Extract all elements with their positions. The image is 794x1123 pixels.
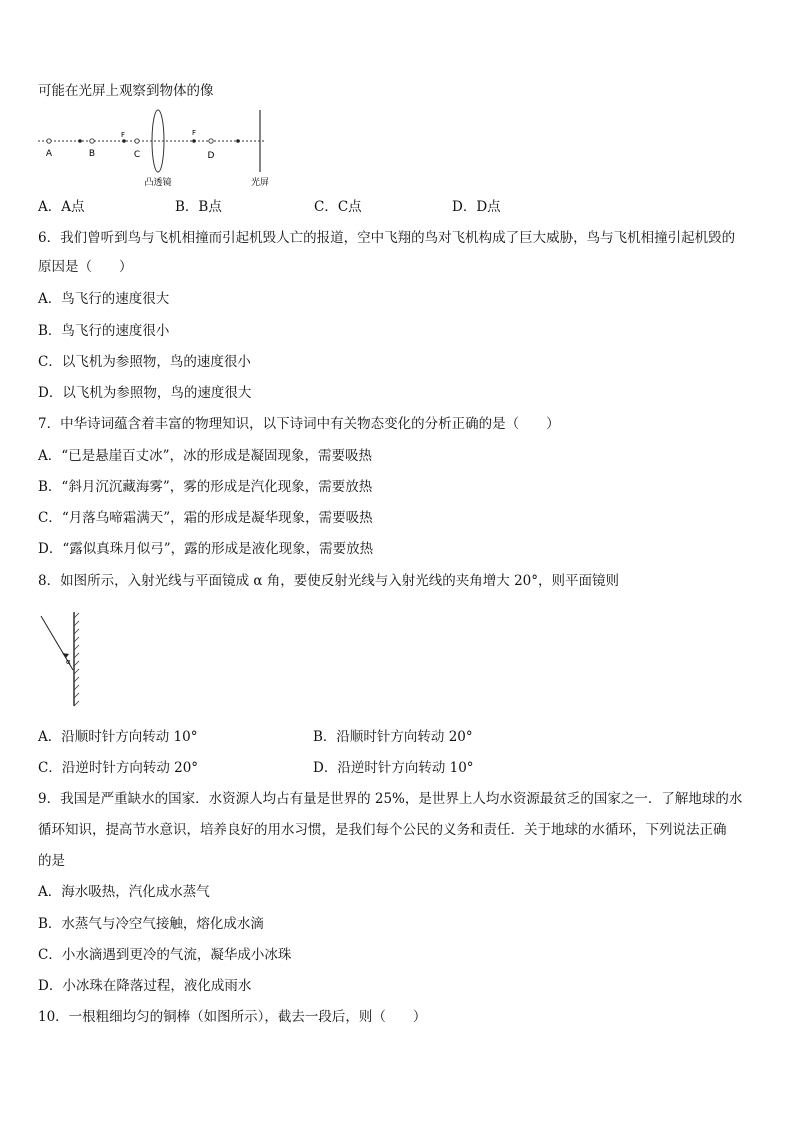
q6-option-b[interactable]: B．鸟飞行的速度很小 [38, 323, 170, 339]
q7-stem: 7．中华诗词蕴含着丰富的物理知识，以下诗词中有关物态变化的分析正确的是（ ） [38, 416, 560, 432]
q9-stem-line2: 循环知识，提高节水意识，培养良好的用水习惯，是我们每个公民的义务和责任．关于地球的水循环，下列说法正确 [38, 822, 727, 838]
q8-option-a[interactable]: A．沿顺时针方向转动 10° [38, 729, 198, 745]
q5-lens-figure [34, 108, 284, 188]
q10-stem: 10．一根粗细均匀的铜棒（如图所示），截去一段后，则（ ） [38, 1009, 427, 1025]
point-2f-right [236, 139, 240, 143]
q5-option-a[interactable]: A．A点 [38, 199, 85, 215]
point-c-marker [135, 139, 139, 143]
q8-stem: 8．如图所示，入射光线与平面镜成 α 角，要使反射光线与入射光线的夹角增大 20°，则平面镜则 [38, 573, 620, 589]
q6-stem-line1: 6．我们曾听到鸟与飞机相撞而引起机毁人亡的报道，空中飞翔的鸟对飞机构成了巨大威胁，鸟与飞机相撞引起机毁的 [38, 230, 736, 246]
point-b-label: B [88, 149, 96, 159]
point-a-label: A [45, 149, 53, 159]
q6-option-c[interactable]: C．以飞机为参照物，鸟的速度很小 [38, 354, 251, 370]
q8-option-d[interactable]: D．沿逆时针方向转动 10° [313, 760, 474, 776]
screen-label: 光屏 [250, 178, 270, 188]
q8-mirror-figure [36, 610, 96, 710]
focus-left-label: F [120, 131, 126, 139]
q8-option-c[interactable]: C．沿逆时针方向转动 20° [38, 760, 199, 776]
q5-intro: 可能在光屏上观察到物体的像 [38, 83, 214, 99]
point-b-marker [90, 139, 94, 143]
q6-stem-line2: 原因是（ ） [38, 259, 133, 275]
q9-option-c[interactable]: C．小水滴遇到更冷的气流，凝华成小冰珠 [38, 947, 292, 963]
q7-option-d[interactable]: D．“露似真珠月似弓”，露的形成是液化现象，需要放热 [38, 541, 374, 557]
focus-right-dot [192, 139, 196, 143]
q7-option-a[interactable]: A．“已是悬崖百丈冰”，冰的形成是凝固现象，需要吸热 [38, 448, 373, 464]
q8-option-b[interactable]: B．沿顺时针方向转动 20° [313, 729, 473, 745]
q9-option-a[interactable]: A．海水吸热，汽化成水蒸气 [38, 884, 210, 900]
q7-option-b[interactable]: B．“斜月沉沉藏海雾”，雾的形成是汽化现象，需要放热 [38, 479, 373, 495]
point-d-label: D [207, 151, 215, 161]
angle-alpha-label: α [66, 658, 71, 666]
focus-right-label: F [191, 129, 197, 137]
focus-left-dot [122, 139, 126, 143]
point-c-label: C [133, 150, 141, 160]
point-a-marker [47, 139, 51, 143]
lens-label: 凸透镜 [144, 178, 172, 188]
q9-option-b[interactable]: B．水蒸气与冷空气接触，熔化成水滴 [38, 916, 264, 932]
point-2f-left [78, 139, 82, 143]
q9-stem-line3: 的是 [38, 853, 65, 869]
q6-option-d[interactable]: D．以飞机为参照物，鸟的速度很大 [38, 385, 252, 401]
mirror-hatching [74, 613, 79, 706]
q6-option-a[interactable]: A．鸟飞行的速度很大 [38, 291, 170, 307]
q5-option-c[interactable]: C．C点 [314, 199, 362, 215]
q7-option-c[interactable]: C．“月落乌啼霜满天”，霜的形成是凝华现象，需要吸热 [38, 510, 373, 526]
q9-stem-line1: 9．我国是严重缺水的国家．水资源人均占有量是世界的 25%，是世界上人均水资源最贫乏的国家之一．了解地球的水 [38, 791, 743, 807]
q5-option-b[interactable]: B．B点 [175, 199, 222, 215]
q9-option-d[interactable]: D．小冰珠在降落过程，液化成雨水 [38, 978, 252, 994]
q5-option-d[interactable]: D．D点 [452, 199, 501, 215]
point-d-marker [209, 139, 213, 143]
